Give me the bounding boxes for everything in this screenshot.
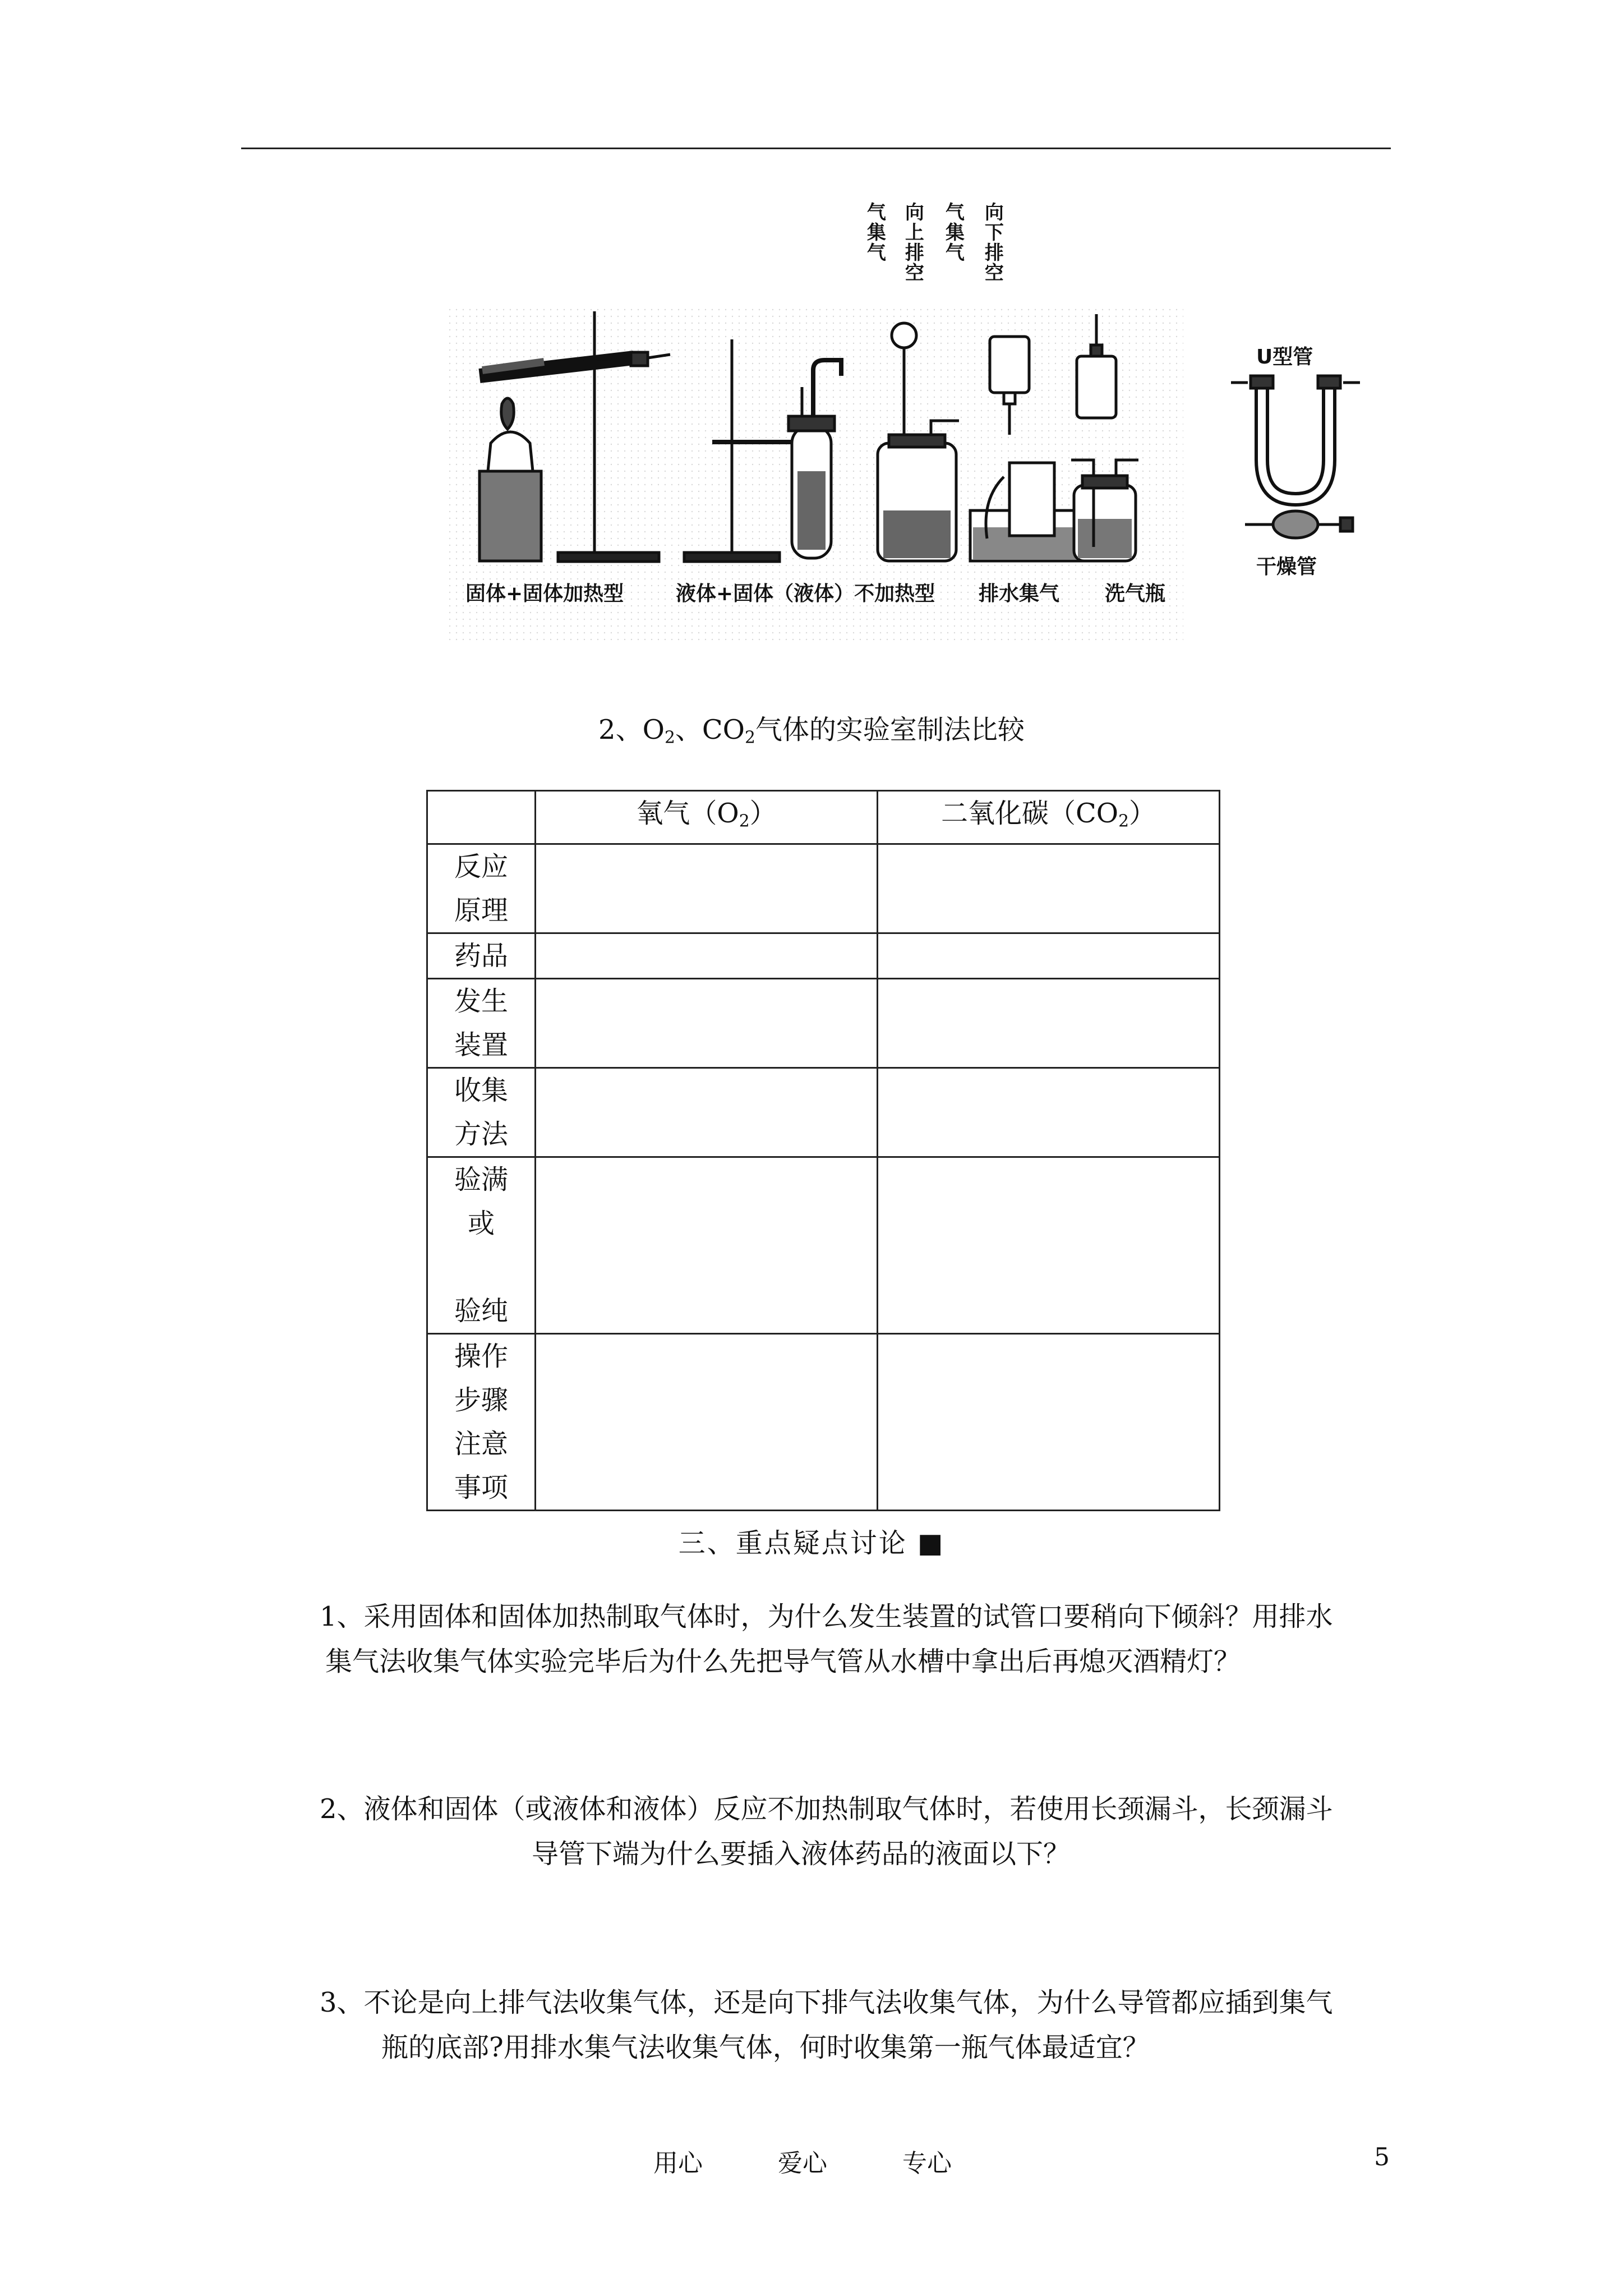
footer xyxy=(653,2143,1019,2179)
label-liquid-solid: 液体+固体（液体）不加热型 xyxy=(676,582,935,605)
page-number: 5 xyxy=(1374,2143,1390,2171)
question-3-line-2: 瓶的底部?用排水集气法收集气体，何时收集第一瓶气体最适宜？ xyxy=(381,2032,1150,2063)
table-cell[interactable] xyxy=(536,1157,878,1334)
footer-item: 爱心 xyxy=(778,2149,827,2178)
table-row xyxy=(427,844,1220,933)
label-drying-tube: 干燥管 xyxy=(1256,555,1317,578)
table-cell[interactable] xyxy=(536,844,878,933)
table-cell[interactable] xyxy=(878,844,1220,933)
table-cell[interactable] xyxy=(536,933,878,979)
footer-item: 用心 xyxy=(653,2149,703,2178)
row-label: 药品 xyxy=(427,933,536,979)
question-1-line-1: 1、采用固体和固体加热制取气体时，为什么发生装置的试管口要稍向下倾斜？用排水 xyxy=(320,1601,1333,1632)
table-cell[interactable] xyxy=(878,1068,1220,1157)
table-row xyxy=(427,933,1220,979)
row-label: 发生 装置 xyxy=(427,979,536,1068)
section3-title: 三、重点疑点讨论 ■ xyxy=(678,1527,945,1559)
label-upward-air: 向上排空 xyxy=(901,202,924,283)
label-water-collect: 排水集气 xyxy=(979,582,1060,605)
table-cell[interactable] xyxy=(536,1334,878,1511)
header-rule xyxy=(241,148,1391,149)
label-solid-heat: 固体+固体加热型 xyxy=(465,582,624,605)
question-1-line-2: 集气法收集气体实验完毕后为什么先把导气管从水槽中拿出后再熄灭酒精灯？ xyxy=(325,1646,1241,1677)
footer-item: 专心 xyxy=(902,2149,952,2178)
table-row xyxy=(427,979,1220,1068)
label-downward-collect: 气集气 xyxy=(942,202,965,263)
row-label: 操作 步骤 注意 事项 xyxy=(427,1334,536,1511)
table-cell[interactable] xyxy=(536,979,878,1068)
table-row xyxy=(427,1157,1220,1334)
row-label: 收集 方法 xyxy=(427,1068,536,1157)
table-row xyxy=(427,1068,1220,1157)
question-3-line-1: 3、不论是向上排气法收集气体，还是向下排气法收集气体，为什么导管都应插到集气 xyxy=(320,1987,1333,2018)
label-wash-bottle: 洗气瓶 xyxy=(1105,582,1166,605)
header-blank-cell xyxy=(427,791,536,844)
table-cell[interactable] xyxy=(878,1157,1220,1334)
table-cell[interactable] xyxy=(536,1068,878,1157)
question-2-line-1: 2、液体和固体（或液体和液体）反应不加热制取气体时，若使用长颈漏斗，长颈漏斗 xyxy=(320,1793,1333,1825)
comparison-table xyxy=(426,790,1220,1511)
header-co2: 二氧化碳$(CO_2)$ xyxy=(878,791,1220,844)
label-upward-collect: 气集气 xyxy=(863,202,886,263)
question-2-line-2: 导管下端为什么要插入液体药品的液面以下？ xyxy=(532,1838,1071,1870)
label-downward-air: 向下排空 xyxy=(981,202,1004,283)
header-o2: 氧气$(O_2)$ xyxy=(536,791,878,844)
section2-title: 2、$O_2$、$CO_2$气体的实验室制法比较 xyxy=(598,714,1025,748)
table-row xyxy=(427,1334,1220,1511)
table-cell[interactable] xyxy=(878,1334,1220,1511)
row-label: 反应 原理 xyxy=(427,844,536,933)
table-header-row xyxy=(427,791,1220,844)
table-cell[interactable] xyxy=(878,933,1220,979)
apparatus-figure xyxy=(449,202,1368,645)
table-cell[interactable] xyxy=(878,979,1220,1068)
label-u-tube: U型管 xyxy=(1256,346,1313,369)
row-label: 验满 或 验纯 xyxy=(427,1157,536,1334)
